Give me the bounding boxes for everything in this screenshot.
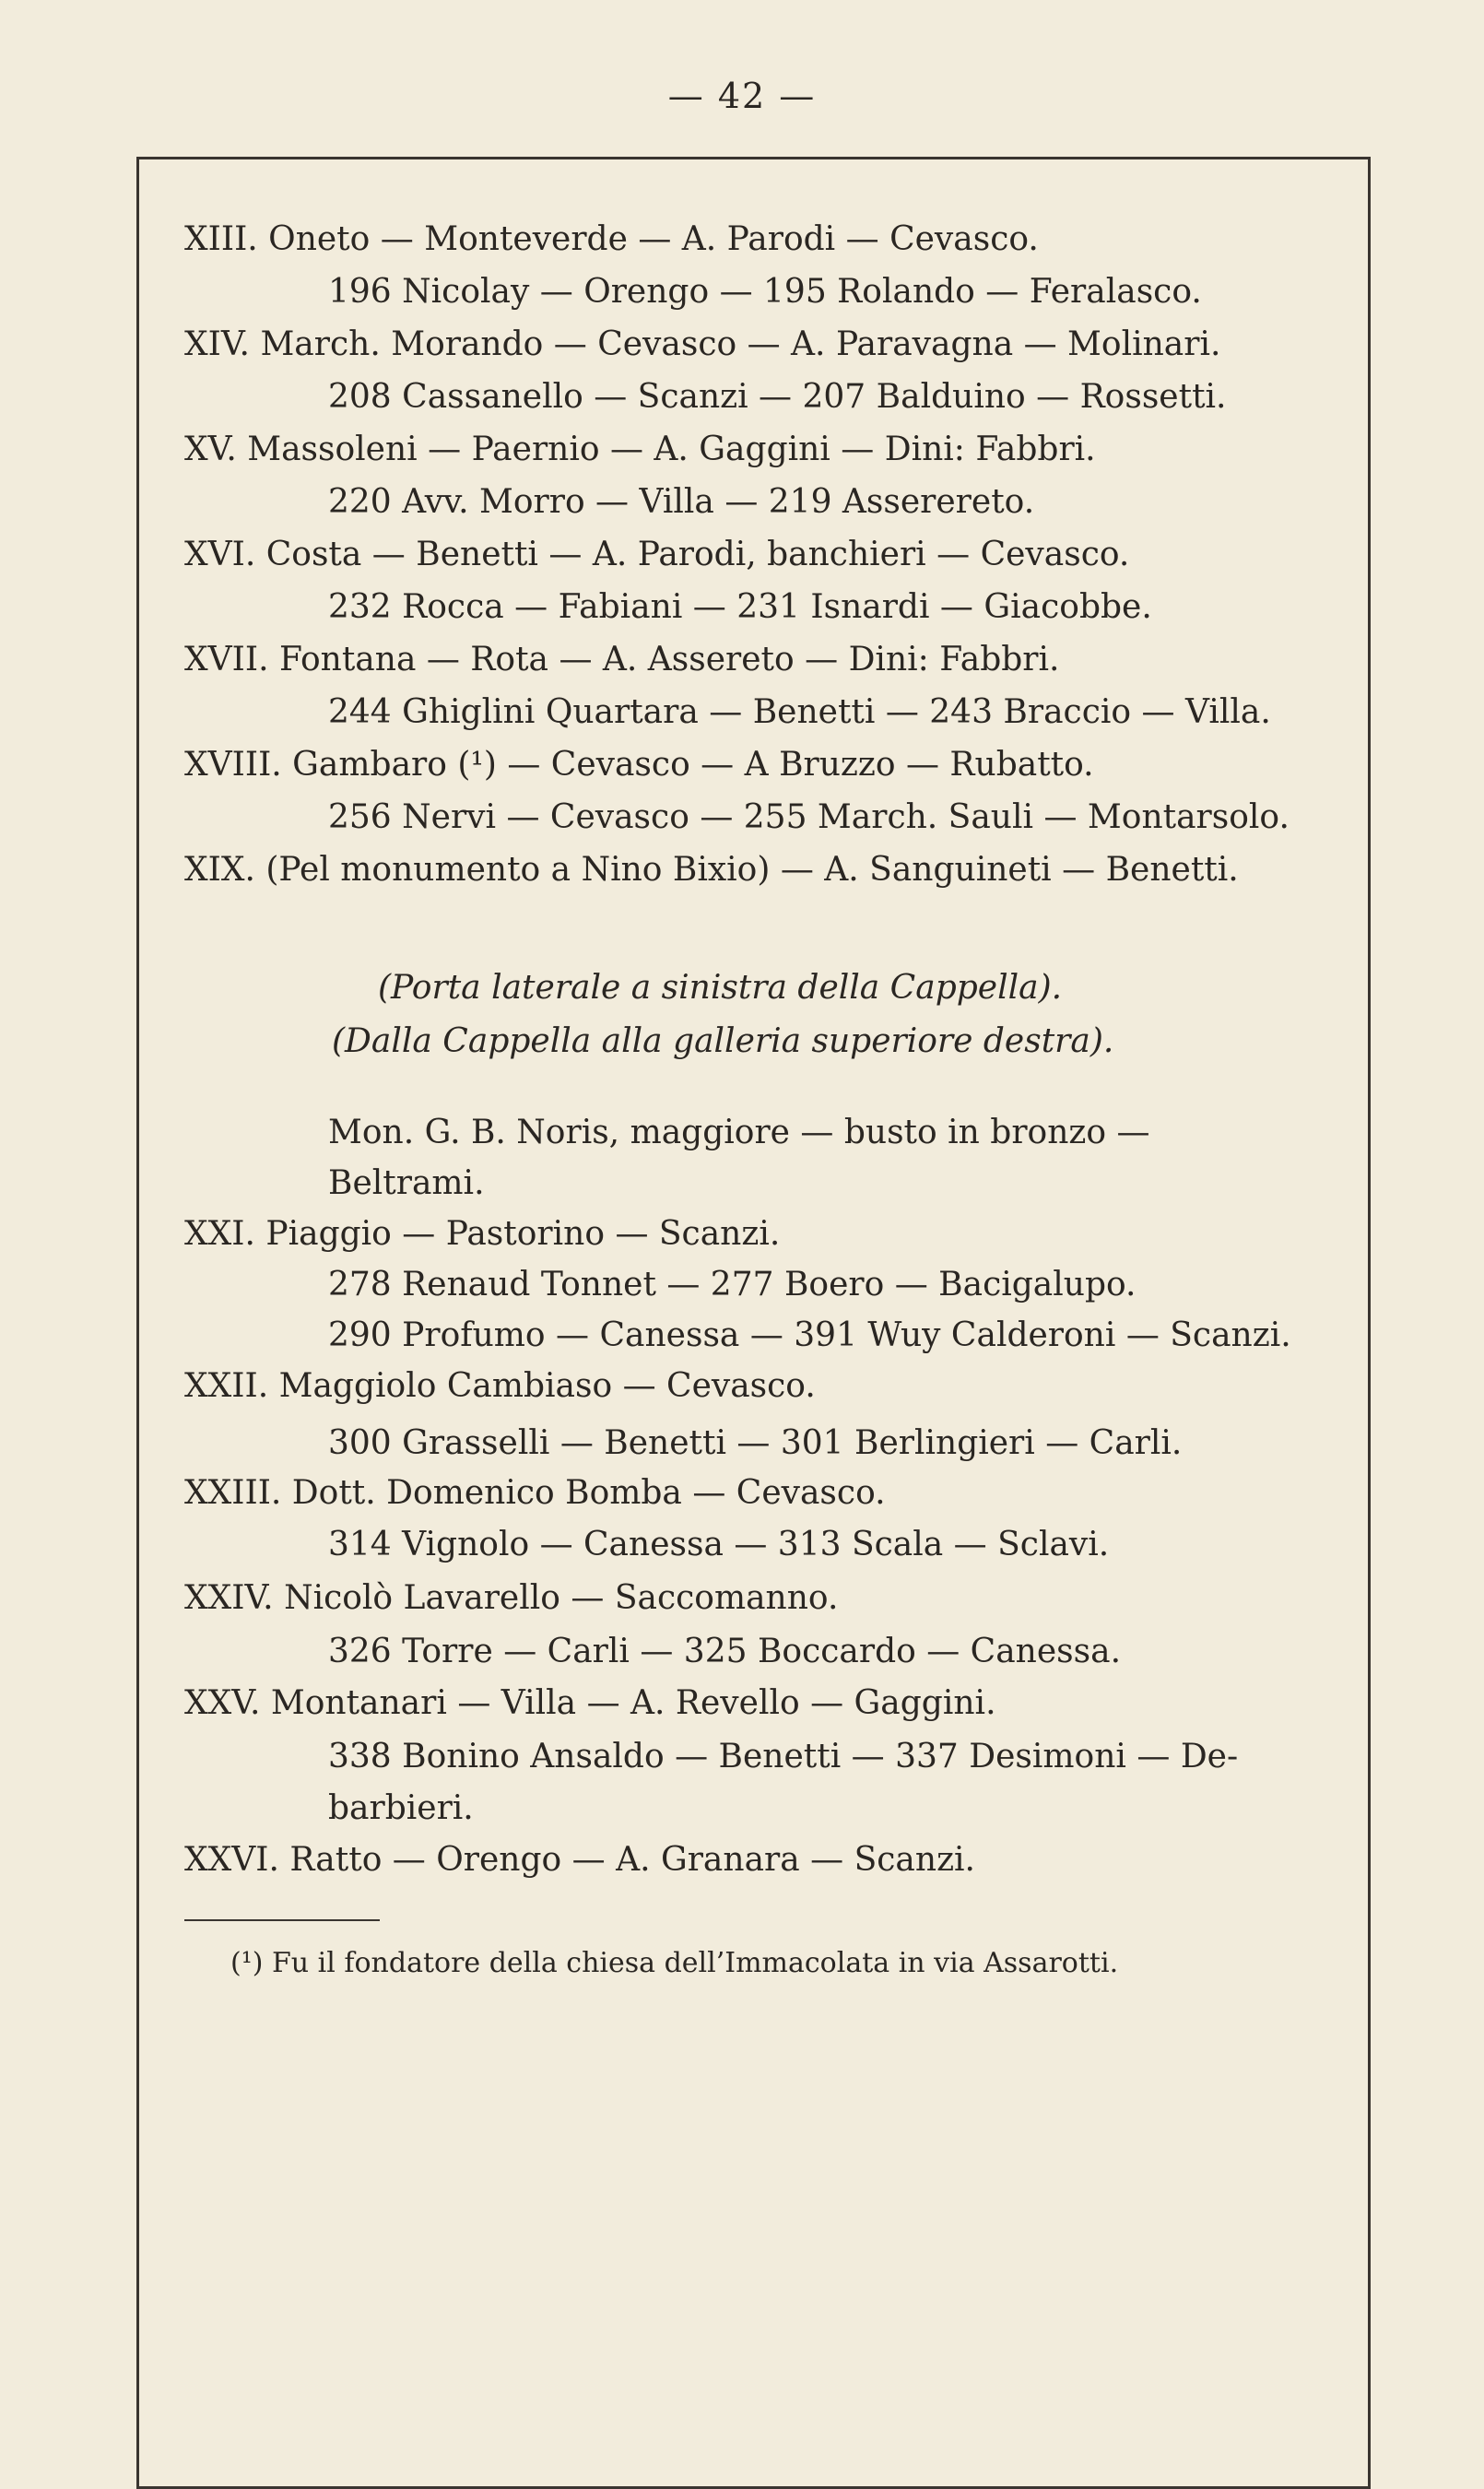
text-line: Beltrami.	[328, 1164, 485, 1202]
text-line: XXV. Montanari — Villa — A. Revello — Gaggini.	[184, 1684, 996, 1722]
text-line: XIII. Oneto — Monteverde — A. Parodi — Cevasco.	[184, 220, 1039, 258]
text-line: XXIII. Dott. Domenico Bomba — Cevasco.	[184, 1474, 886, 1512]
text-line: XIV. March. Morando — Cevasco — A. Paravagna — Molinari.	[184, 325, 1221, 363]
section-heading: (Dalla Cappella alla galleria superiore destra).	[332, 1022, 1114, 1060]
text-line: 220 Avv. Morro — Villa — 219 Asserereto.	[328, 483, 1035, 521]
text-line: 232 Rocca — Fabiani — 231 Isnardi — Giacobbe.	[328, 588, 1152, 626]
footnote	[230, 1945, 1118, 1982]
text-line: 278 Renaud Tonnet — 277 Boero — Bacigalupo.	[328, 1266, 1137, 1303]
text-line: XXVI. Ratto — Orengo — A. Granara — Scanzi.	[184, 1841, 975, 1879]
section-heading: (Porta laterale a sinistra della Cappella).	[378, 969, 1063, 1007]
text-line: XVII. Fontana — Rota — A. Assereto — Dini: Fabbri.	[184, 641, 1060, 678]
text-line: XXII. Maggiolo Cambiaso — Cevasco.	[184, 1367, 816, 1405]
text-line: XVIII. Gambaro (¹) — Cevasco — A Bruzzo — Rubatto.	[184, 746, 1094, 784]
page-number: — 42 —	[667, 76, 817, 116]
footnote-marker: (¹)	[230, 1947, 264, 1979]
frame-right-border	[1368, 157, 1371, 2489]
text-line: Mon. G. B. Noris, maggiore — busto in bronzo —	[328, 1114, 1150, 1151]
frame-left-border	[136, 157, 139, 2489]
text-line: 244 Ghiglini Quartara — Benetti — 243 Braccio — Villa.	[328, 693, 1271, 731]
text-line: 300 Grasselli — Benetti — 301 Berlingieri — Carli.	[328, 1424, 1183, 1462]
frame-top-border	[138, 157, 1368, 159]
text-line: 326 Torre — Carli — 325 Boccardo — Canessa.	[328, 1633, 1122, 1670]
text-line: XV. Massoleni — Paernio — A. Gaggini — Dini: Fabbri.	[184, 431, 1096, 468]
text-line: barbieri.	[328, 1789, 474, 1827]
text-line: XVI. Costa — Benetti — A. Parodi, banchieri — Cevasco.	[184, 536, 1130, 573]
text-line: XIX. (Pel monumento a Nino Bixio) — A. Sanguineti — Benetti.	[184, 851, 1239, 889]
text-line: XXI. Piaggio — Pastorino — Scanzi.	[184, 1215, 781, 1253]
text-line: 208 Cassanello — Scanzi — 207 Balduino — Rossetti.	[328, 378, 1227, 416]
text-line: 338 Bonino Ansaldo — Benetti — 337 Desimoni — De-	[328, 1738, 1239, 1775]
text-line: XXIV. Nicolò Lavarello — Saccomanno.	[184, 1579, 839, 1617]
footnote-text: Fu il fondatore della chiesa dell’Immacolata in via Assarotti.	[271, 1947, 1119, 1979]
footnote-divider	[184, 1919, 380, 1921]
text-line: 256 Nervi — Cevasco — 255 March. Sauli — Montarsolo.	[328, 798, 1290, 836]
text-line: 290 Profumo — Canessa — 391 Wuy Calderoni — Scanzi.	[328, 1316, 1291, 1354]
text-line: 196 Nicolay — Orengo — 195 Rolando — Feralasco.	[328, 273, 1202, 311]
text-line: 314 Vignolo — Canessa — 313 Scala — Sclavi.	[328, 1526, 1110, 1563]
